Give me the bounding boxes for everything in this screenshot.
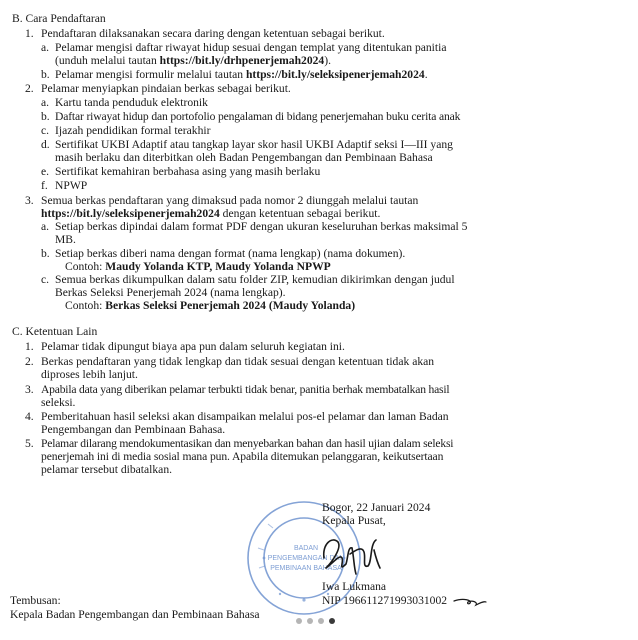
b3b-example: Contoh: Maudy Yolanda KTP, Maudy Yolanda NPWP xyxy=(65,260,331,273)
b2d-line1: Sertifikat UKBI Adaptif atau tangkap layar skor hasil UKBI Adaptif seksi I—III yang xyxy=(55,138,453,151)
handwritten-signature xyxy=(318,528,384,578)
b2-number: 2. xyxy=(25,82,34,95)
c3-line2: seleksi. xyxy=(41,396,76,409)
c5-line2: penerjemah ini di media sosial mana pun. Apabila ditemukan pelanggaran, keikutsertaan xyxy=(41,450,444,463)
c1-number: 1. xyxy=(25,340,34,353)
stamp-line-3: PEMBINAAN BAHASA xyxy=(270,565,342,572)
paraf-initial xyxy=(452,596,488,608)
b1a-letter: a. xyxy=(41,41,50,54)
c5-number: 5. xyxy=(25,437,34,450)
c5-line1: Pelamar dilarang mendokumentasikan dan menyebarkan bahan dan hasil ujian dalam seleksi xyxy=(41,437,454,450)
b3-line2: https://bit.ly/seleksipenerjemah2024 dengan ketentuan sebagai berikut. xyxy=(41,207,381,220)
b2d-letter: d. xyxy=(41,138,50,151)
b3a-line1: Setiap berkas dipindai dalam format PDF dengan ukuran keseluruhan berkas maksimal 5 xyxy=(55,220,468,233)
sign-nip: NIP 196611271993031002 xyxy=(322,594,448,607)
b2a-text: Kartu tanda penduduk elektronik xyxy=(55,96,208,109)
drh-link[interactable]: https://bit.ly/drhpenerjemah2024 xyxy=(159,54,325,67)
c5-line3: pelamar tersebut dibatalkan. xyxy=(41,463,173,476)
b3-number: 3. xyxy=(25,194,34,207)
b2e-text: Sertifikat kemahiran berbahasa asing yang masih berlaku xyxy=(55,165,321,178)
b2d-line2: masih berlaku dan diterbitkan oleh Badan Pengembangan dan Pembinaan Bahasa xyxy=(55,151,433,164)
b3c-line2: Berkas Seleksi Penerjemah 2024 (nama lengkap). xyxy=(55,286,286,299)
b3c-line1: Semua berkas dikumpulkan dalam satu folder ZIP, kemudian dikirimkan dengan judul xyxy=(55,273,455,286)
b2-text: Pelamar menyiapkan pindaian berkas sebagai berikut. xyxy=(41,82,291,95)
b3-line1: Semua berkas pendaftaran yang dimaksud pada nomor 2 diunggah melalui tautan xyxy=(41,194,419,207)
section-c-heading: C. Ketentuan Lain xyxy=(12,325,98,338)
b1-text: Pendaftaran dilaksanakan secara daring dengan ketentuan sebagai berikut. xyxy=(41,27,385,40)
upload-link[interactable]: https://bit.ly/seleksipenerjemah2024 xyxy=(41,207,220,220)
b3a-line2: MB. xyxy=(55,233,76,246)
b3b-line1: Setiap berkas diberi nama dengan format (nama lengkap) (nama dokumen). xyxy=(55,247,406,260)
b3c-letter: c. xyxy=(41,273,50,286)
b1b-letter: b. xyxy=(41,68,50,81)
c4-line1: Pemberitahuan hasil seleksi akan disampaikan melalui pos-el pelamar dan laman Badan xyxy=(41,410,449,423)
b1a-line1: Pelamar mengisi daftar riwayat hidup sesuai dengan templat yang ditentukan panitia xyxy=(55,41,447,54)
tembusan-label: Tembusan: xyxy=(10,594,61,607)
c2-number: 2. xyxy=(25,355,34,368)
form-link[interactable]: https://bit.ly/seleksipenerjemah2024 xyxy=(245,68,425,81)
c4-number: 4. xyxy=(25,410,34,423)
c3-number: 3. xyxy=(25,383,34,396)
b3a-letter: a. xyxy=(41,220,50,233)
b2f-letter: f. xyxy=(41,179,48,192)
c2-line1: Berkas pendaftaran yang tidak lengkap dan tidak sesuai dengan ketentuan tidak akan xyxy=(41,355,435,368)
b1-number: 1. xyxy=(25,27,34,40)
b1b-text: Pelamar mengisi formulir melalui tautan https://bit.ly/seleksipenerjemah2024. xyxy=(55,68,428,81)
b2c-text: Ijazah pendidikan formal terakhir xyxy=(55,124,211,137)
c4-line2: Pengembangan dan Pembinaan Bahasa. xyxy=(41,423,226,436)
b3c-example: Contoh: Berkas Seleksi Penerjemah 2024 (Maudy Yolanda) xyxy=(65,299,356,312)
c2-line2: diproses lebih lanjut. xyxy=(41,368,138,381)
sign-position: Kepala Pusat, xyxy=(322,514,386,527)
b2e-letter: e. xyxy=(41,165,50,178)
b3b-letter: b. xyxy=(41,247,50,260)
b2b-text: Daftar riwayat hidup dan portofolio pengalaman di bidang penerjemahan buku cerita anak xyxy=(55,110,461,123)
carousel-dot[interactable] xyxy=(318,618,324,624)
c3-line1: Apabila data yang diberikan pelamar terbukti tidak benar, panitia berhak membatalkan hasil xyxy=(41,383,450,396)
sign-place-date: Bogor, 22 Januari 2024 xyxy=(322,501,431,514)
b2a-letter: a. xyxy=(41,96,50,109)
section-b-heading: B. Cara Pendaftaran xyxy=(12,12,106,25)
b2f-text: NPWP xyxy=(55,179,88,192)
b2b-letter: b. xyxy=(41,110,50,123)
carousel-dot[interactable] xyxy=(307,618,313,624)
stamp-line-2: PENGEMBANGAN DAN xyxy=(267,555,345,562)
tembusan-recipient: Kepala Badan Pengembangan dan Pembinaan Bahasa xyxy=(10,608,260,621)
b1a-line2: (unduh melalui tautan https://bit.ly/drhpenerjemah2024). xyxy=(55,54,331,67)
sign-name: Iwa Lukmana xyxy=(322,580,387,593)
stamp-line-1: BADAN xyxy=(293,545,319,552)
b2c-letter: c. xyxy=(41,124,50,137)
carousel-dot-active[interactable] xyxy=(329,618,335,624)
carousel-dots xyxy=(296,618,335,624)
c1-text: Pelamar tidak dipungut biaya apa pun dalam seluruh kegiatan ini. xyxy=(41,340,345,353)
carousel-dot[interactable] xyxy=(296,618,302,624)
